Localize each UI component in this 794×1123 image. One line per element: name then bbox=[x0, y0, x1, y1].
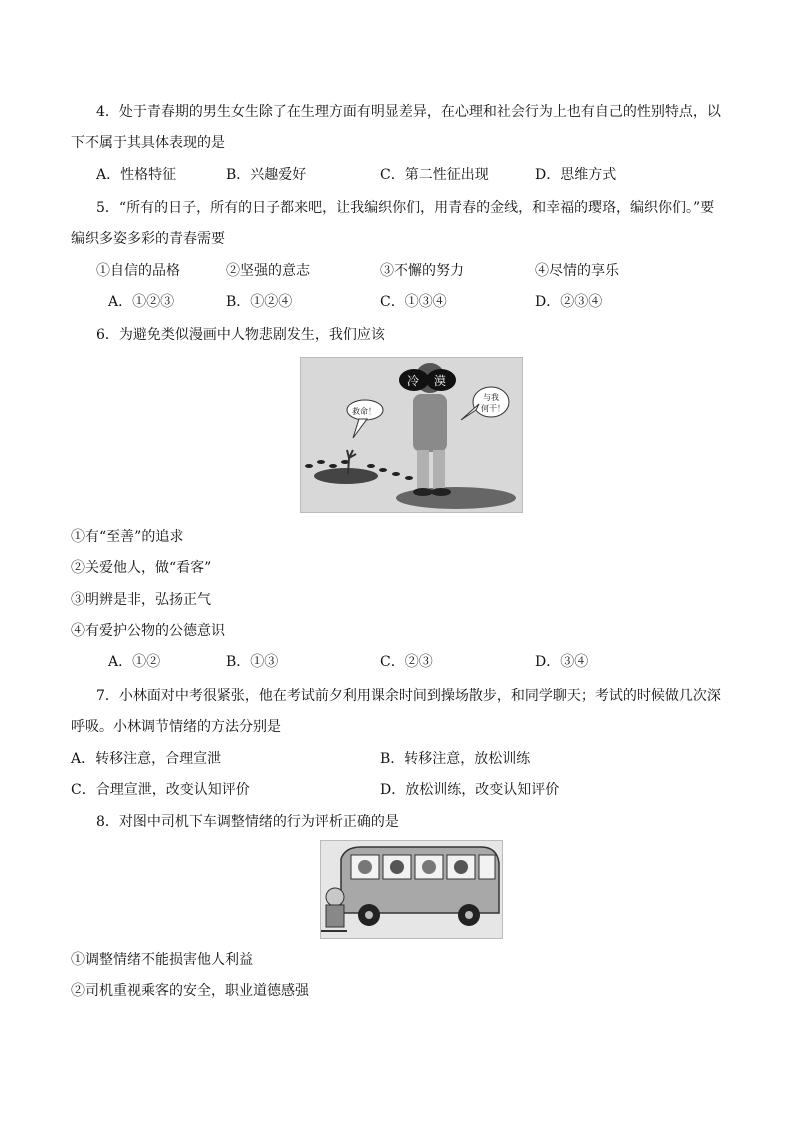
q6-item-4: ④有爱护公物的公德意识 bbox=[71, 623, 225, 639]
q6-option-d: D．③④ bbox=[535, 654, 589, 670]
q6-glasses-text-right: 漠 bbox=[434, 374, 447, 388]
q5-item-3: ③不懈的努力 bbox=[380, 263, 464, 279]
q6-bubble-right-1: 与我 bbox=[483, 393, 499, 402]
q4-option-d: D．思维方式 bbox=[535, 167, 617, 183]
q4-stem-line1: 4．处于青春期的男生女生除了在生理方面有明显差异，在心理和社会行为上也有自己的性别特点，以 bbox=[96, 104, 721, 120]
q5-stem-line2: 编织多姿多彩的青春需要 bbox=[71, 231, 225, 247]
q8-item-2: ②司机重视乘客的安全，职业道德感强 bbox=[71, 983, 309, 999]
q6-item-2: ②关爱他人，做“看客” bbox=[71, 560, 212, 576]
q4-option-c: C．第二性征出现 bbox=[380, 167, 489, 183]
q6-option-c: C．②③ bbox=[380, 654, 433, 670]
q4-option-b: B．兴趣爱好 bbox=[226, 167, 307, 183]
q4-option-a: A．性格特征 bbox=[96, 167, 177, 183]
q5-item-2: ②坚强的意志 bbox=[226, 263, 310, 279]
q8-item-1: ①调整情绪不能损害他人利益 bbox=[71, 952, 253, 968]
q5-option-c: C．①③④ bbox=[380, 294, 447, 310]
q6-cartoon bbox=[300, 357, 523, 513]
q7-option-d: D．放松训练，改变认知评价 bbox=[380, 782, 560, 798]
q6-bubble-right-2: 何干！ bbox=[481, 404, 505, 413]
q5-option-d: D．②③④ bbox=[535, 294, 603, 310]
q7-option-a: A．转移注意，合理宣泄 bbox=[71, 751, 222, 767]
q6-item-3: ③明辨是非，弘扬正气 bbox=[71, 592, 211, 608]
q7-stem-line1: 7．小林面对中考很紧张，他在考试前夕利用课余时间到操场散步，和同学聊天；考试的时候做几次深 bbox=[96, 688, 721, 704]
q6-bubble-left: 救命！ bbox=[352, 407, 376, 416]
q4-stem-line2: 下不属于其具体表现的是 bbox=[71, 135, 225, 151]
q5-item-1: ①自信的品格 bbox=[96, 263, 180, 279]
q6-option-a: A．①② bbox=[108, 654, 161, 670]
q7-option-b: B．转移注意，放松训练 bbox=[380, 751, 531, 767]
q7-option-c: C．合理宣泄，改变认知评价 bbox=[71, 782, 250, 798]
q6-item-1: ①有“至善”的追求 bbox=[71, 529, 184, 545]
q7-stem-line2: 呼吸。小林调节情绪的方法分别是 bbox=[71, 719, 281, 735]
q8-bus-cartoon bbox=[320, 840, 503, 939]
q5-item-4: ④尽情的享乐 bbox=[535, 263, 619, 279]
q6-stem: 6．为避免类似漫画中人物悲剧发生，我们应该 bbox=[96, 327, 385, 343]
q8-stem: 8．对图中司机下车调整情绪的行为评析正确的是 bbox=[96, 814, 399, 830]
q6-glasses-text-left: 冷 bbox=[407, 374, 420, 388]
q6-option-b: B．①③ bbox=[226, 654, 279, 670]
q5-stem-line1: 5．“所有的日子，所有的日子都来吧，让我编织你们，用青春的金线，和幸福的璎珞，编织你们。”要 bbox=[96, 200, 715, 216]
q5-option-b: B．①②④ bbox=[226, 294, 293, 310]
q5-option-a: A．①②③ bbox=[108, 294, 175, 310]
